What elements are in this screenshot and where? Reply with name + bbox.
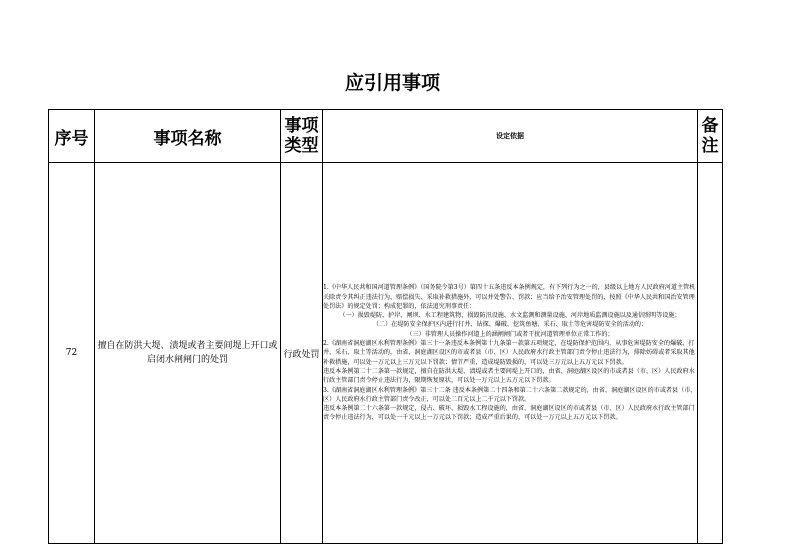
basis-para-5: 2.《湖南省洞庭湖区水利管理条例》第三十一条违反本条例第十九条第一款第五项规定，在堤防保护范围内，从事危害堤防安全的爆破、打井、采石、取土等活动的，由省、洞庭湖区设区的市或者县（市、区）人民政府水行政主管部门责令停止违法行为，排除妨碍或者采取其他补救措施，可以处一万元以上三万元以下罚款；情节严重，造成堤防毁损的，可以处三万元以上五万元以下罚款。 — [323, 340, 695, 366]
row-seq: 72 — [49, 163, 95, 544]
page-title: 应引用事项 — [344, 72, 440, 94]
header-remark — [698, 110, 723, 163]
header-name: 事项名称 — [95, 110, 281, 163]
basis-para-8: 违反本条例第二十六条第一款规定，侵占、破坏、损毁水工程设施的，由省、洞庭湖区设区的市或者县（市、区）人民政府水行政主管部门责令停止违法行为，可以处一千元以上一万元以下罚款；造成严重后果的，可以处一万元以上五万元以下罚款。 — [323, 405, 695, 422]
basis-para-1: 1.《中华人民共和国河道管理条例》（国务院令第3号）第四十五条违反本条例规定，有下列行为之一的，县级以上地方人民政府河道主管机关除责令其纠正违法行为、赔偿损失、采取补救措施外，可以并处警告、罚款；应当给予治安管理处罚的，按照《中华人民共和国治安管理处罚法》的规定处罚；构成犯罪的，依法追究刑事责任： — [323, 284, 696, 310]
table-row — [49, 163, 723, 544]
basis-para-7: 3.《湖南省洞庭湖区水利管理条例》第三十二条 违反本条例第二十四条和第二十六条第二款规定的，由省、洞庭湖区设区的市或者县（市、区）人民政府水行政主管部门责令改正，可以处二百元以上二千元以下罚款。 — [323, 386, 697, 403]
row-remark — [698, 163, 723, 544]
header-type-line1: 事项 — [284, 116, 319, 136]
row-basis — [323, 163, 698, 544]
header-remark-line2: 注 — [701, 136, 719, 156]
basis-para-3: （二）在堤防安全保护区内进行打井、钻探、爆破、挖筑鱼塘、采石、取土等危害堤防安全的活动的； — [372, 321, 648, 329]
header-type-line2: 类型 — [284, 136, 319, 156]
header-seq: 序号 — [49, 110, 95, 163]
row-name: 擅自在防洪大堤、渍堤或者主要间堤上开口或启闭水闸闸门的处罚 — [95, 163, 281, 544]
header-basis: 设定依据 — [323, 110, 698, 163]
basis-para-2: （一）损毁堤防、护岸、闸坝、水工程建筑物，损毁防汛设施、水文监测和测量设施、河岸地质监测设施以及通信照明等设施； — [339, 312, 681, 320]
table-header-row — [49, 110, 723, 163]
row-type: 行政处罚 — [281, 163, 323, 544]
basis-para-6: 违反本条例第二十二条第一款规定，擅自在防洪大堤、渍堤或者主要间堤上开口的，由省、洞庭湖区设区的市或者县（市、区）人民政府水行政主管部门责令停止违法行为，限期恢复原状，可以处一万元以上五万元以下罚款。 — [323, 367, 695, 385]
basis-para-4: （三）非管理人员操作河道上的涵闸闸门或者干扰河道管理单位正常工作的； — [406, 330, 614, 338]
items-table — [48, 109, 723, 544]
header-remark-line1: 备 — [701, 116, 719, 136]
header-type — [281, 110, 323, 163]
